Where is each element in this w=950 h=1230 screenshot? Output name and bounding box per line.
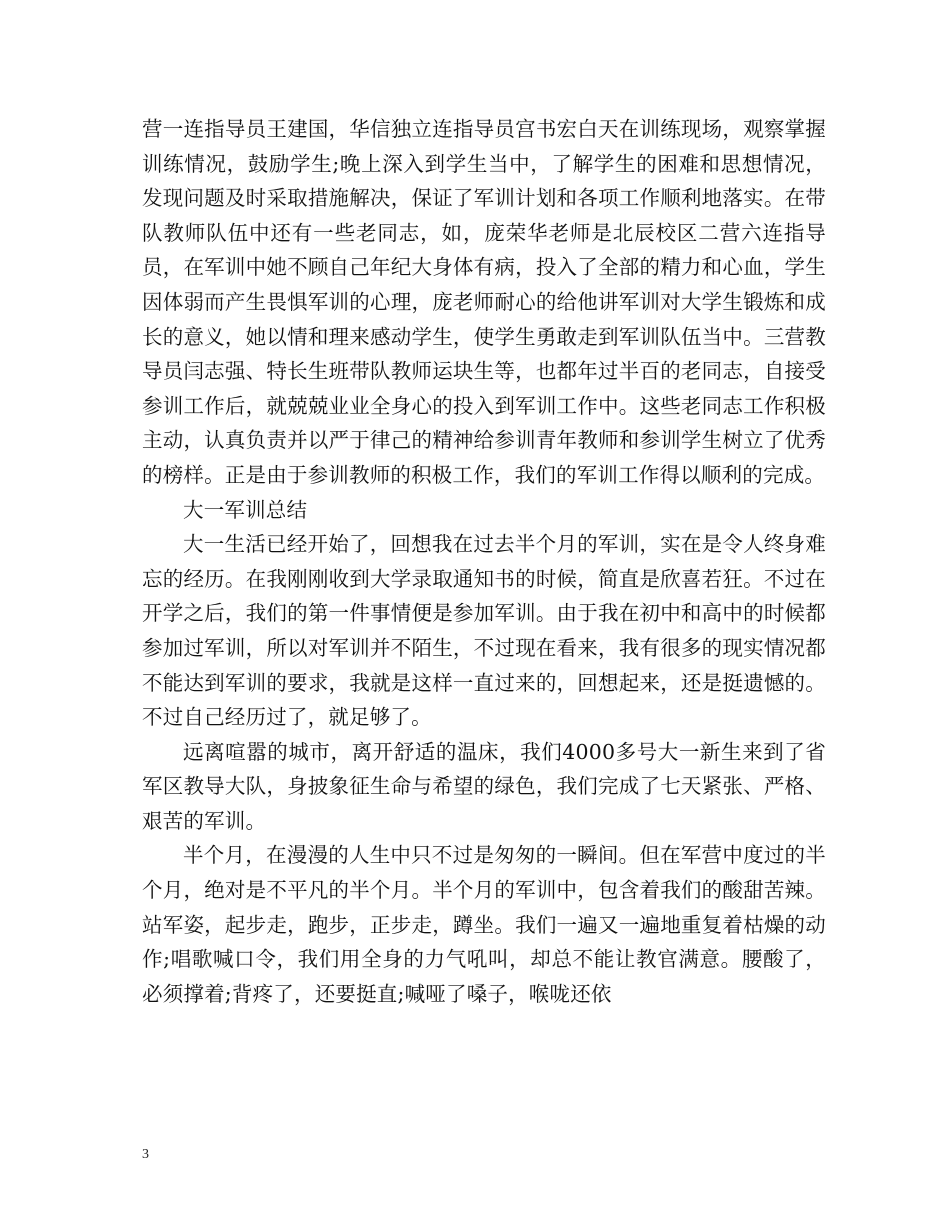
- page-number: 3: [142, 1147, 149, 1162]
- paragraph-continued: 营一连指导员王建国，华信独立连指导员宫书宏白天在训练现场，观察掌握训练情况，鼓励学生;晚上深入到学生当中，了解学生的困难和思想情况，发现问题及时采取措施解决，保证了军训计划和各项工作顺利地落实。在带队教师队伍中还有一些老同志，如，庞荣华老师是北辰校区二营六连指导员，在军训中她不顾自己年纪大身体有病，投入了全部的精力和心血，学生因体弱而产生畏惧军训的心理，庞老师耐心的给他讲军训对大学生锻炼和成长的意义，她以情和理来感动学生，使学生勇敢走到军训队伍当中。三营教导员闫志强、特长生班带队教师运块生等，也都年过半百的老同志，自接受参训工作后，就兢兢业业全身心的投入到军训工作中。这些老同志工作积极主动，认真负责并以严于律己的精神给参训青年教师和参训学生树立了优秀的榜样。正是由于参训教师的积极工作，我们的军训工作得以顺利的完成。: [142, 117, 826, 487]
- body-text: [142, 112, 826, 1011]
- paragraph: 远离喧嚣的城市，离开舒适的温床，我们4000多号大一新生来到了省军区教导大队，身披象征生命与希望的绿色，我们完成了七天紧张、严格、艰苦的军训。: [142, 739, 826, 833]
- section-heading: 大一军训总结: [183, 497, 308, 522]
- paragraph: 大一生活已经开始了，回想我在过去半个月的军训，实在是令人终身难忘的经历。在我刚刚收到大学录取通知书的时候，简直是欣喜若狂。不过在开学之后，我们的第一件事情便是参加军训。由于我在初中和高中的时候都参加过军训，所以对军训并不陌生，不过现在看来，我有很多的现实情况都不能达到军训的要求，我就是这样一直过来的，回想起来，还是挺遗憾的。不过自己经历过了，就足够了。: [142, 532, 826, 730]
- paragraph: 半个月，在漫漫的人生中只不过是匆匆的一瞬间。但在军营中度过的半个月，绝对是不平凡的半个月。半个月的军训中，包含着我们的酸甜苦辣。站军姿，起步走，跑步，正步走，蹲坐。我们一遍又一遍地重复着枯燥的动作;唱歌喊口令，我们用全身的力气吼叫，却总不能让教官满意。腰酸了，必须撑着;背疼了，还要挺直;喊哑了嗓子，喉咙还依: [142, 843, 826, 1006]
